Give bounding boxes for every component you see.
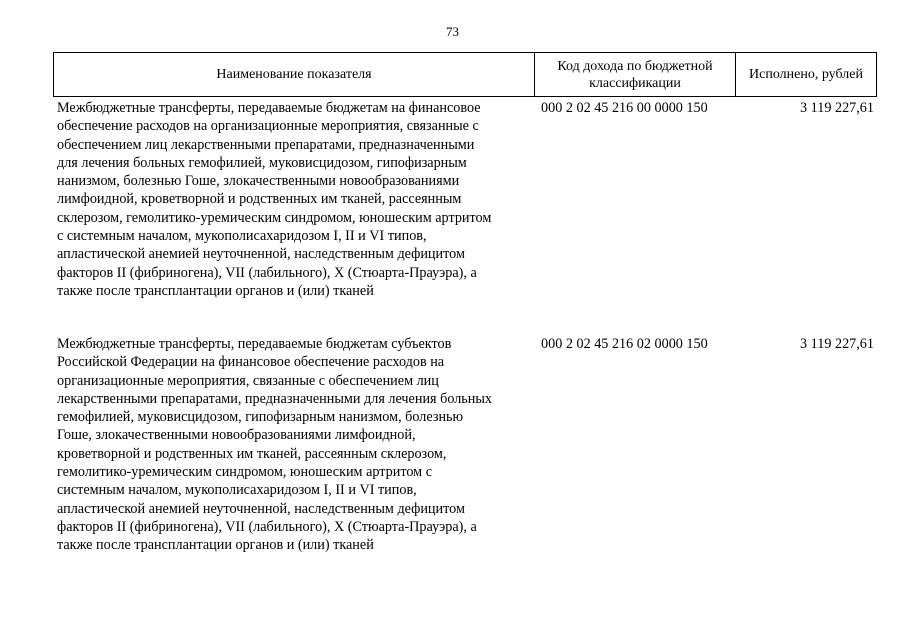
table-header bbox=[53, 52, 877, 97]
row-code: 000 2 02 45 216 02 0000 150 bbox=[541, 336, 708, 352]
header-code: Код дохода по бюджетной классификации bbox=[557, 58, 713, 91]
row-name: Межбюджетные трансферты, передаваемые бюджетам субъектов Российской Федерации на финансовое обеспечение расходов на организационные мероприятия, связанные с обеспечением лиц лекарственными препаратами, предназначенными для лечения больных гемофилией, муковисцидозом, гипофизарным нанизмом, болезнью Гоше, злокачественными новообразованиями лимфоидной, кроветворной и родственных им тканей, рассеянным склерозом, гемолитико-уремическим синдромом, юношеским артритом с системным началом, мукополисахаридозом I, II и VI типов, апластической анемией неуточненной, наследственным дефицитом факторов II (фибриногена), VII (лабильного), X (Стюарта-Прауэра), а также после трансплантации органов и (или) тканей bbox=[57, 336, 492, 554]
header-amount: Исполнено, рублей bbox=[749, 67, 863, 82]
row-amount: 3 119 227,61 bbox=[800, 100, 874, 116]
row-name: Межбюджетные трансферты, передаваемые бюджетам на финансовое обеспечение расходов на организационные мероприятия, связанные с обеспечением лиц лекарственными препаратами, предназначенными для лечения больных гемофилией, муковисцидозом, гипофизарным нанизмом, болезнью Гоше, злокачественными новообразованиями лимфоидной, кроветворной и родственных им тканей, рассеянным склерозом, гемолитико-уремическим синдромом, юношеским артритом с системным началом, мукополисахаридозом I, II и VI типов, апластической анемией неуточненной, наследственным дефицитом факторов II (фибриногена), VII (лабильного), X (Стюарта-Прауэра), а также после трансплантации органов и (или) тканей bbox=[57, 100, 492, 299]
page-number: 73 bbox=[446, 24, 459, 39]
header-name: Наименование показателя bbox=[216, 67, 372, 82]
row-amount: 3 119 227,61 bbox=[800, 336, 874, 352]
row-code: 000 2 02 45 216 00 0000 150 bbox=[541, 100, 708, 116]
